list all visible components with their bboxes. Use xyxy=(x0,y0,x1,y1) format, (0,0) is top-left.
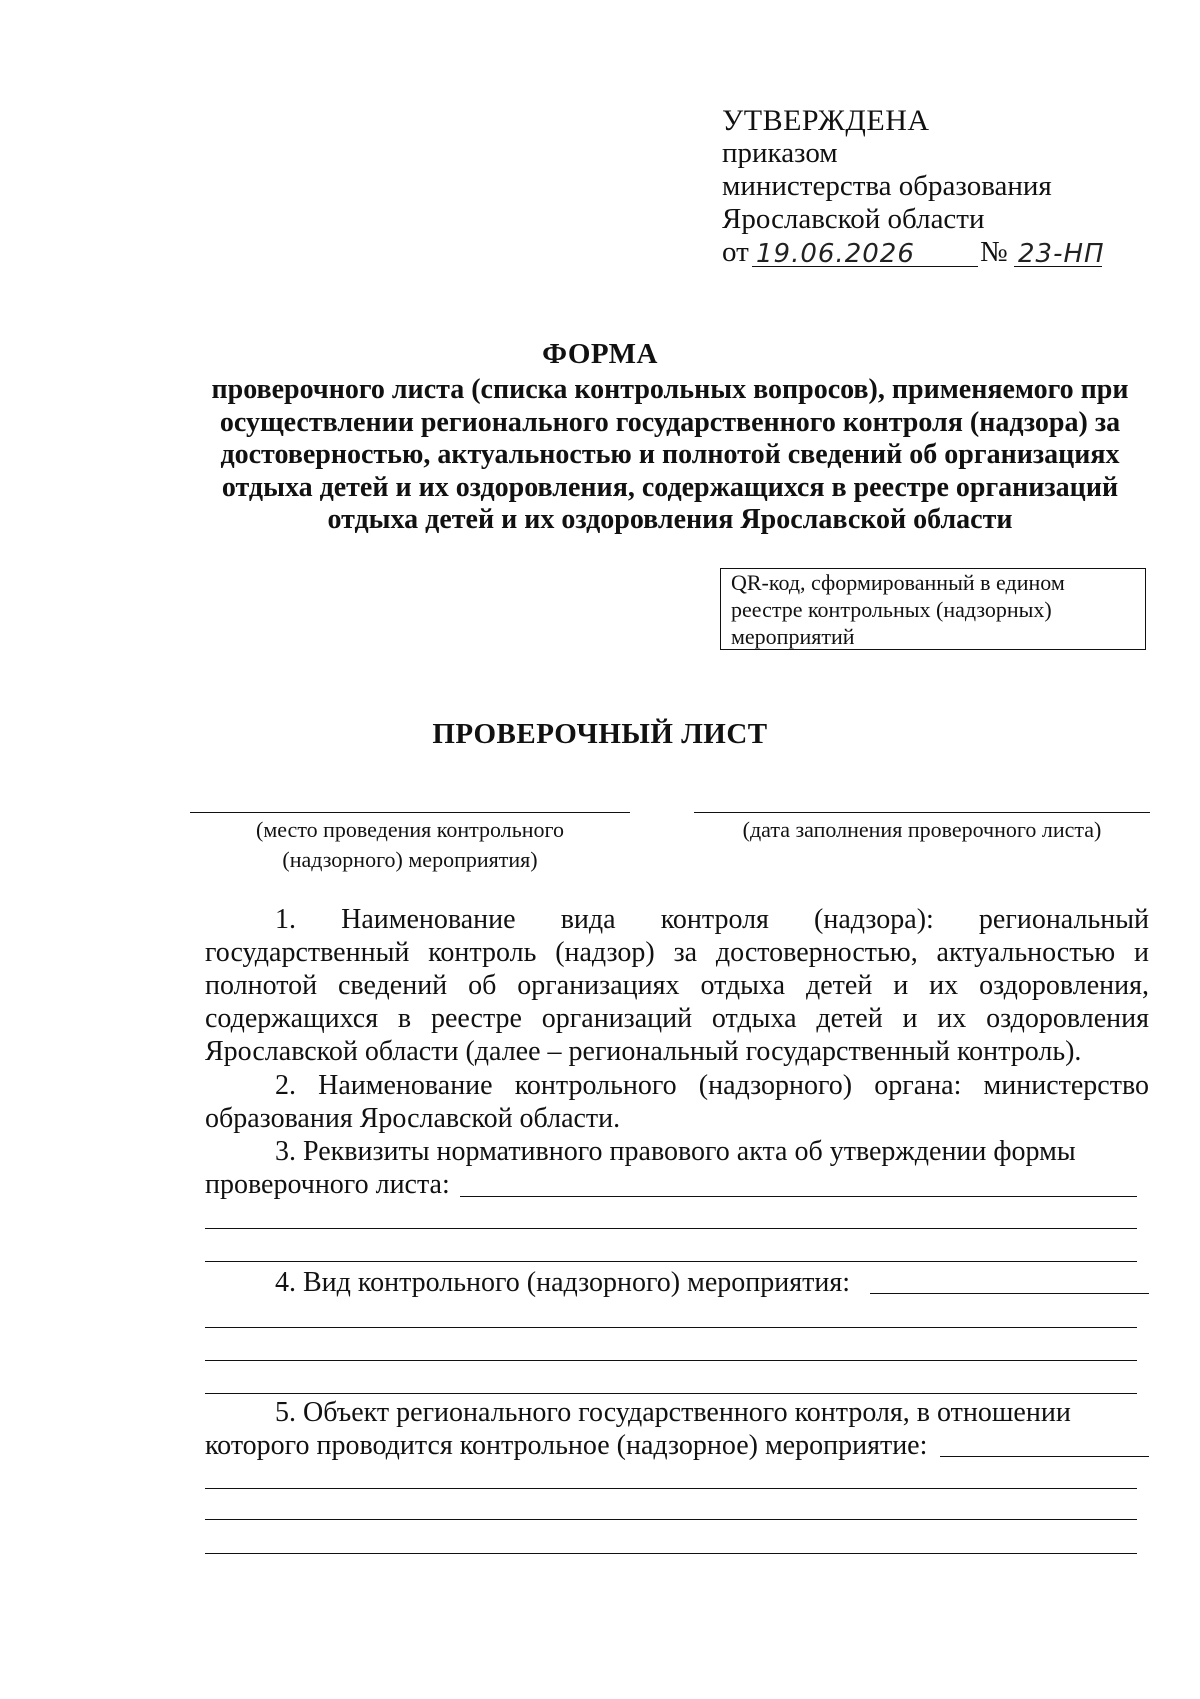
item-2-text: 2. Наименование контрольного (надзорного) органа: министерство образования Ярославской области. xyxy=(205,1070,1149,1134)
item-1 xyxy=(205,903,1149,1068)
item-5-fill-line-2[interactable] xyxy=(205,1488,1137,1489)
qr-note-line-2: реестре контрольных (надзорных) xyxy=(731,597,1052,622)
item-5-fill-line-4[interactable] xyxy=(205,1553,1137,1554)
item-1-text: 1. Наименование вида контроля (надзора): региональный государственный контроль (надзор) за достоверностью, актуальностью и полнотой сведений об организациях отдыха детей и их оздоровления, содержащихся в реестре организаций отдыха детей и их оздоровления Ярославской области (далее – региональный государственный контроль). xyxy=(205,904,1149,1067)
order-date-prefix: от xyxy=(722,236,749,268)
item-3-block xyxy=(205,1135,1149,1201)
item-4-fill-line-1[interactable] xyxy=(870,1293,1149,1294)
date-input-line[interactable] xyxy=(694,812,1150,813)
approval-region: Ярославской области xyxy=(722,203,985,235)
item-4-fill-line-3[interactable] xyxy=(205,1360,1137,1361)
item-5-text: 5. Объект регионального государственного контроля, в отношении которого проводится контрольное (надзорное) мероприятие: xyxy=(205,1397,1071,1461)
qr-note-line-1: QR-код, сформированный в едином xyxy=(731,570,1065,595)
place-caption-line-1: (место проведения контрольного xyxy=(256,817,564,842)
item-4-text: 4. Вид контрольного (надзорного) мероприятия: xyxy=(275,1267,850,1298)
place-caption-line-2: (надзорного) мероприятия) xyxy=(282,847,538,872)
item-5 xyxy=(205,1396,1149,1462)
qr-code-box xyxy=(720,568,1146,650)
item-5-fill-line-3[interactable] xyxy=(205,1519,1137,1520)
item-4-fill-line-4[interactable] xyxy=(205,1393,1137,1394)
item-3-fill-line-1[interactable] xyxy=(460,1196,1137,1197)
item-5-fill-line-1[interactable] xyxy=(940,1456,1149,1457)
date-caption: (дата заполнения проверочного листа) xyxy=(742,817,1102,842)
checklist-title: ПРОВЕРОЧНЫЙ ЛИСТ xyxy=(432,718,768,750)
order-date-handwritten: 19.06.2026 xyxy=(756,239,915,269)
approval-order-word: приказом xyxy=(722,137,838,169)
place-caption xyxy=(190,815,630,875)
item-3-fill-line-2[interactable] xyxy=(205,1228,1137,1229)
item-4-block xyxy=(205,1266,1149,1299)
item-2 xyxy=(205,1069,1149,1135)
approval-ministry: министерства образования xyxy=(722,170,1052,202)
approval-block xyxy=(722,104,1142,270)
form-subtitle: проверочного листа (списка контрольных вопросов), применяемого при осуществлении регионального государственного контроля (надзора) за достоверностью, актуальностью и полнотой сведений об организациях отдыха детей и их оздоровления, содержащихся в реестре организаций отдыха детей и их оздоровления Ярославской области xyxy=(211,374,1129,535)
approval-title: УТВЕРЖДЕНА xyxy=(722,104,930,137)
order-number-prefix: № xyxy=(980,236,1008,268)
item-4-fill-line-2[interactable] xyxy=(205,1327,1137,1328)
item-3-text: 3. Реквизиты нормативного правового акта об утверждении формы проверочного листа: xyxy=(205,1136,1076,1200)
item-3-fill-line-3[interactable] xyxy=(205,1261,1137,1262)
approval-order-details xyxy=(722,236,1142,270)
qr-note-line-3: мероприятий xyxy=(731,624,855,649)
place-input-line[interactable] xyxy=(190,812,630,813)
order-number-handwritten: 23-НП xyxy=(1018,239,1105,269)
form-title: ФОРМА xyxy=(542,338,658,370)
